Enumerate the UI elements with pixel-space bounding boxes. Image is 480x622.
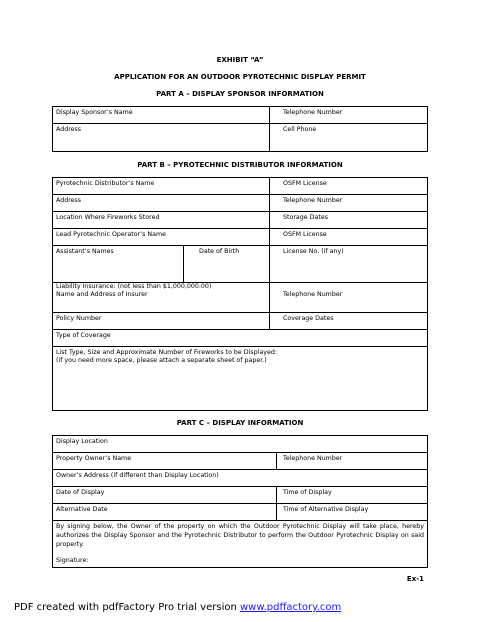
lead-operator-license-field[interactable]: OSFM License bbox=[283, 231, 327, 238]
coverage-dates-field[interactable]: Coverage Dates bbox=[283, 315, 334, 322]
part-a-section bbox=[52, 106, 428, 152]
part-b-row-5 bbox=[53, 246, 427, 283]
part-b-row-6 bbox=[53, 283, 427, 313]
part-b-row-9 bbox=[53, 347, 427, 411]
insurer-field[interactable]: Name and Address of Insurer bbox=[56, 291, 148, 298]
part-b-row-2 bbox=[53, 195, 427, 212]
time-of-display-field[interactable]: Time of Display bbox=[283, 489, 332, 496]
distributor-osfm-license-field[interactable]: OSFM License bbox=[283, 180, 327, 187]
part-c-row-4 bbox=[53, 487, 427, 504]
pdf-footer bbox=[14, 602, 341, 613]
distributor-telephone-field[interactable]: Telephone Number bbox=[283, 197, 343, 204]
part-c-row-1 bbox=[53, 436, 427, 453]
owner-address-field[interactable]: Owner’s Address (if different than Display Location) bbox=[56, 472, 219, 479]
sponsor-address-field[interactable]: Address bbox=[56, 126, 82, 133]
part-b-section bbox=[52, 177, 428, 411]
part-a-heading: PART A – DISPLAY SPONSOR INFORMATION bbox=[156, 90, 324, 98]
part-c-section bbox=[52, 435, 428, 568]
date-of-display-field[interactable]: Date of Display bbox=[56, 489, 105, 496]
storage-dates-field[interactable]: Storage Dates bbox=[283, 214, 328, 221]
authorization-statement: By signing below, the Owner of the property on which the Outdoor Pyrotechnic Display will take place, hereby authorizes the Display Sponsor and the Pyrotechnic Distributor to perform the Outdoor Pyrotechnic Display on said property. bbox=[56, 523, 424, 548]
part-c-row-6 bbox=[53, 521, 427, 568]
assistants-field[interactable]: Assistant’s Names bbox=[56, 248, 114, 255]
sponsor-name-field[interactable]: Display Sponsor’s Name bbox=[56, 109, 133, 116]
part-c-row-5 bbox=[53, 504, 427, 521]
liability-label: Liability Insurance: (not less than $1,000,000.00) bbox=[56, 283, 212, 290]
pdffactory-link[interactable]: www.pdffactory.com bbox=[240, 602, 342, 613]
part-b-heading: PART B – PYROTECHNIC DISTRIBUTOR INFORMATION bbox=[137, 161, 343, 169]
part-b-row-1 bbox=[53, 178, 427, 195]
policy-number-field[interactable]: Policy Number bbox=[56, 315, 102, 322]
coverage-type-field[interactable]: Type of Coverage bbox=[56, 332, 111, 339]
part-c-row-3 bbox=[53, 470, 427, 487]
part-b-row-8 bbox=[53, 330, 427, 347]
part-b-row-3 bbox=[53, 212, 427, 229]
part-a-row-1 bbox=[53, 107, 427, 124]
part-c-heading: PART C – DISPLAY INFORMATION bbox=[176, 419, 304, 427]
fireworks-list-field[interactable]: List Type, Size and Approximate Number of Fireworks to be Displayed: bbox=[56, 349, 277, 356]
alternative-time-field[interactable]: Time of Alternative Display bbox=[283, 506, 369, 513]
exhibit-heading: EXHIBIT “A” bbox=[216, 56, 264, 64]
alternative-date-field[interactable]: Alternative Date bbox=[56, 506, 108, 513]
page-number: Ex-1 bbox=[406, 575, 424, 583]
part-b-row-4 bbox=[53, 229, 427, 246]
owner-name-field[interactable]: Property Owner’s Name bbox=[56, 455, 132, 462]
sponsor-telephone-field[interactable]: Telephone Number bbox=[283, 109, 343, 116]
form-title: APPLICATION FOR AN OUTDOOR PYROTECHNIC DISPLAY PERMIT bbox=[114, 73, 366, 81]
part-c-row-2 bbox=[53, 453, 427, 470]
insurer-telephone-field[interactable]: Telephone Number bbox=[283, 291, 343, 298]
distributor-address-field[interactable]: Address bbox=[56, 197, 82, 204]
display-location-field[interactable]: Display Location bbox=[56, 438, 108, 445]
signature-field[interactable]: Signature: bbox=[56, 557, 89, 564]
owner-telephone-field[interactable]: Telephone Number bbox=[283, 455, 343, 462]
part-a-row-2 bbox=[53, 124, 427, 152]
storage-location-field[interactable]: Location Where Fireworks Stored bbox=[56, 214, 160, 221]
date-of-birth-field[interactable]: Date of Birth bbox=[199, 248, 240, 255]
distributor-name-field[interactable]: Pyrotechnic Distributor’s Name bbox=[56, 180, 155, 187]
part-b-row-7 bbox=[53, 313, 427, 330]
fireworks-list-note: (if you need more space, please attach a separate sheet of paper.) bbox=[56, 357, 267, 364]
license-no-field[interactable]: License No. (if any) bbox=[283, 248, 344, 255]
sponsor-cell-phone-field[interactable]: Cell Phone bbox=[283, 126, 317, 133]
lead-operator-field[interactable]: Lead Pyrotechnic Operator’s Name bbox=[56, 231, 167, 238]
footer-text: PDF created with pdfFactory Pro trial version bbox=[14, 602, 240, 613]
